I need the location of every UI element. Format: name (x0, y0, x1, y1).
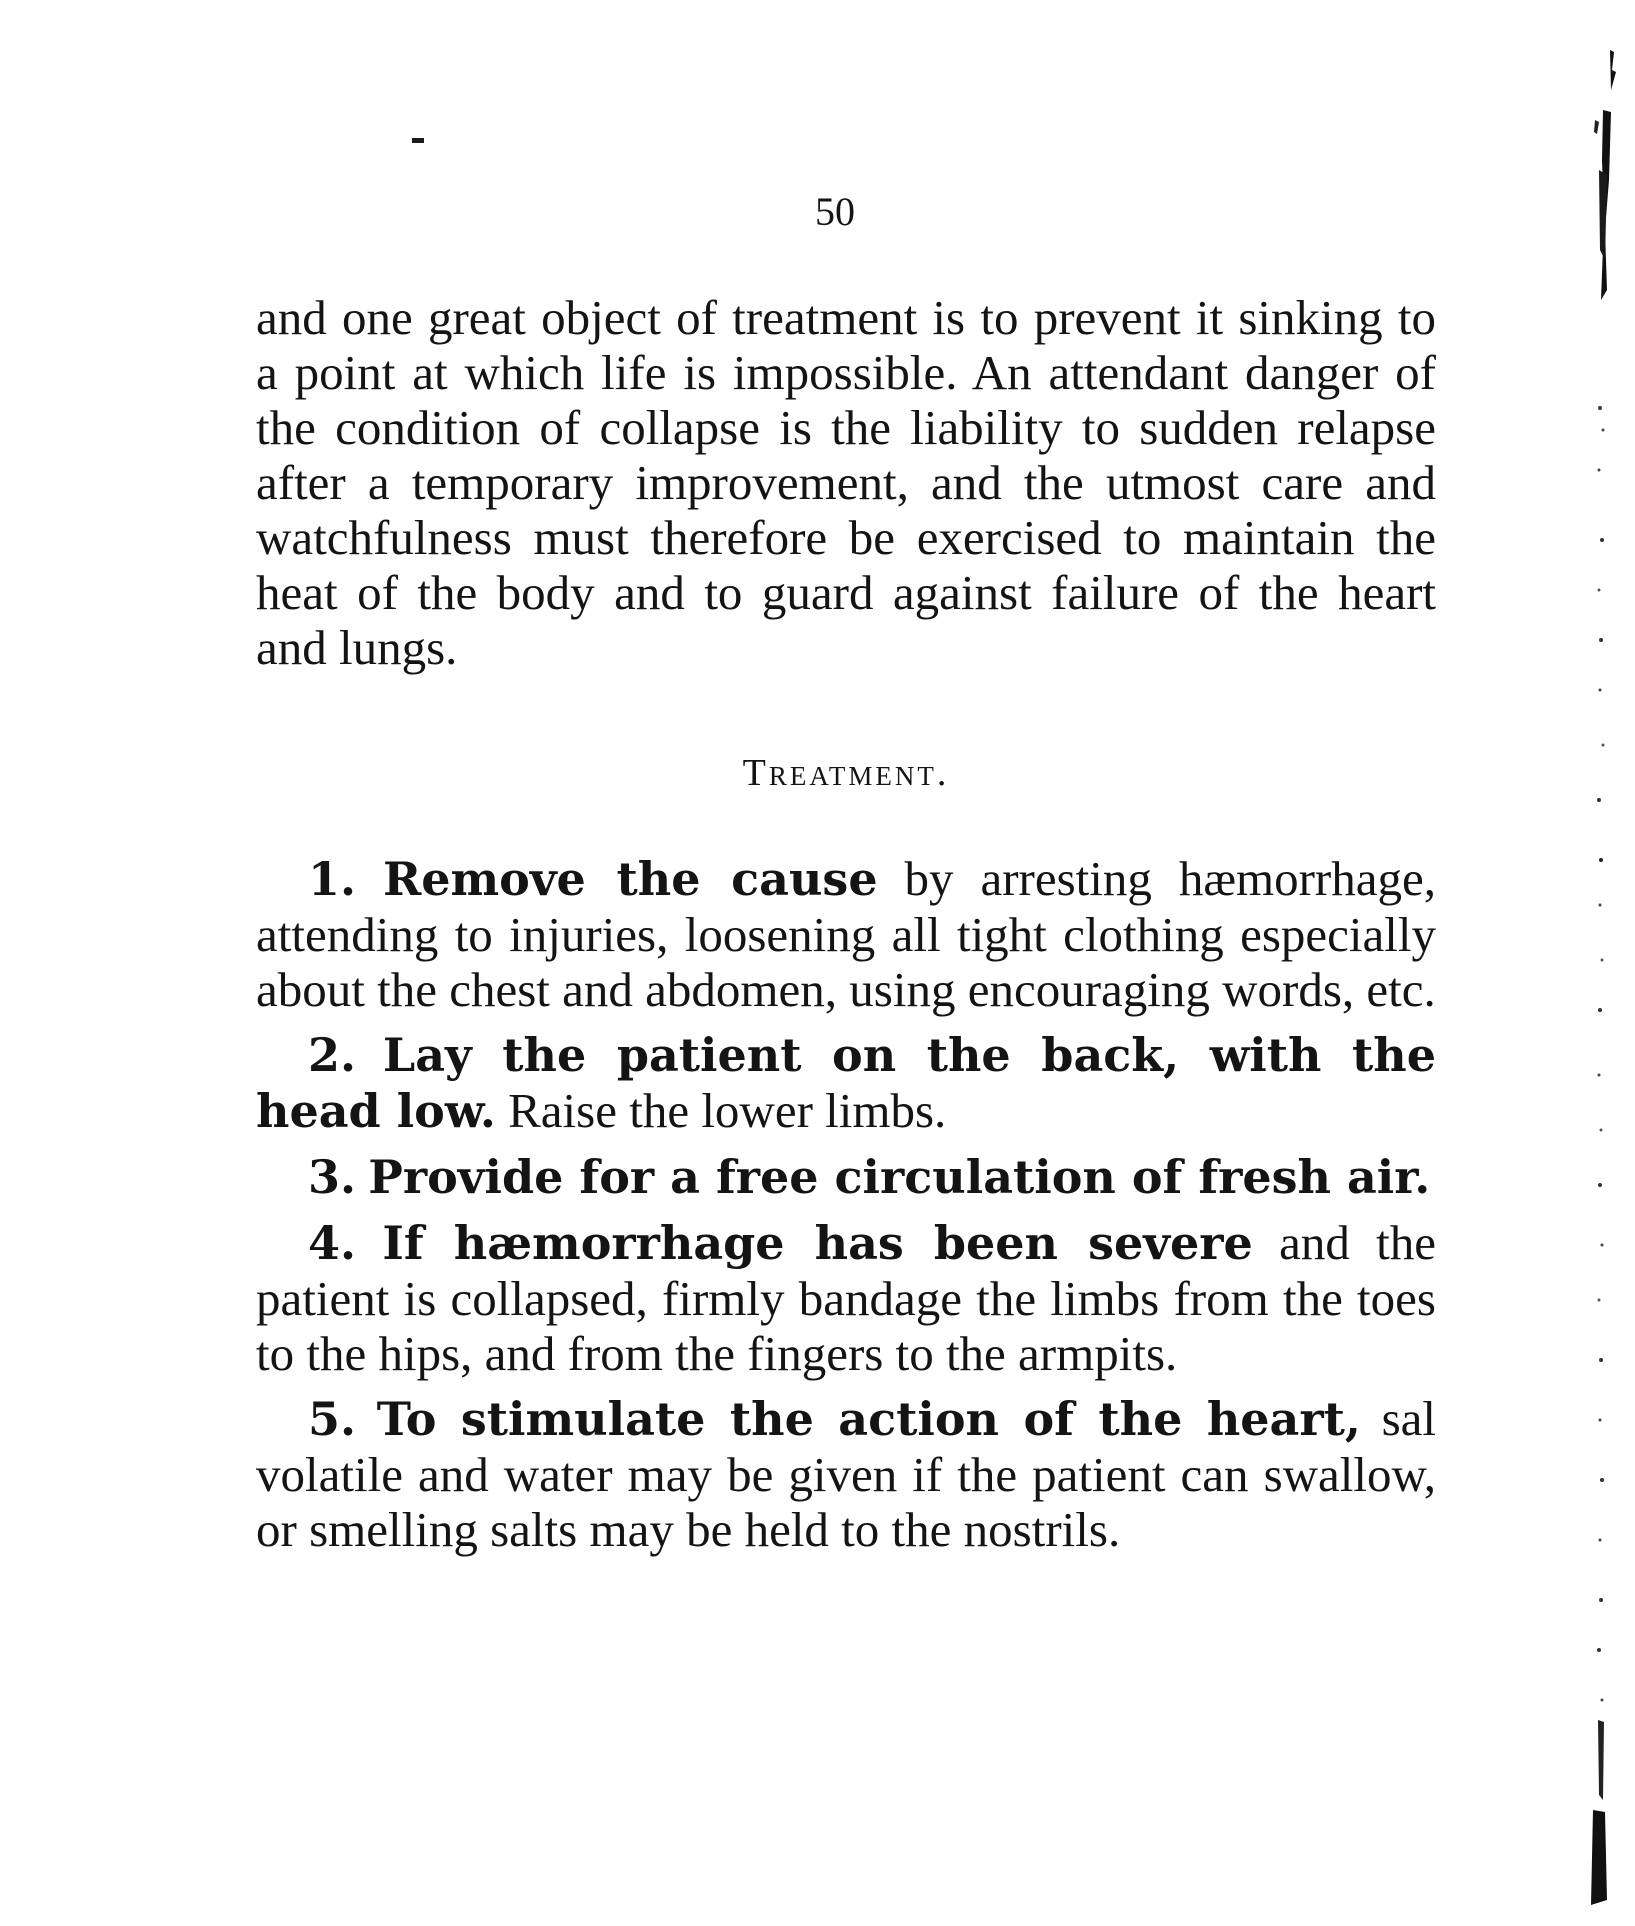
ink-speck (412, 138, 424, 143)
item-text: sal volatile and water may be given if the patient can swallow, or smelling salts may be held to the nostrils. (256, 1391, 1437, 1557)
item-number: 3. (308, 1150, 357, 1204)
section-heading: Treatment. (742, 752, 950, 794)
list-item (256, 1027, 1436, 1139)
item-bold-text: Remove the cause (382, 852, 878, 906)
item-bold-text: To stimulate the action of the heart, (376, 1392, 1361, 1446)
item-bold-text: If hæmorrhage has been severe (382, 1216, 1253, 1270)
item-text: by arresting hæmorrhage, attending to injuries, loosening all tight clothing especially about the chest and abdomen, using encouraging words, etc. (256, 851, 1436, 1017)
item-text: Raise the lower limbs. (495, 1083, 947, 1138)
item-number: 2. (308, 1028, 357, 1082)
page-body (256, 290, 1436, 1567)
item-text: and the patient is collapsed, firmly bandage the limbs from the toes to the hips, and from the fingers to the armpits. (256, 1215, 1436, 1381)
list-item (256, 1215, 1436, 1381)
item-bold-text: Lay the patient on the back, with the head low. (256, 1028, 1437, 1138)
binding-edge-shadow (1515, 0, 1635, 1926)
item-number: 1. (308, 852, 357, 906)
item-bold-text: Provide for a free circulation of fresh air. (368, 1150, 1431, 1204)
item-number: 4. (308, 1216, 357, 1270)
item-number: 5. (308, 1392, 357, 1446)
list-item (256, 851, 1436, 1017)
list-item (256, 1149, 1436, 1205)
list-item (256, 1391, 1436, 1557)
opening-paragraph: and one great object of treatment is to prevent it sinking to a point at which life is impossible. An attendant danger of the condition of collapse is the liability to sudden relapse after a temporary improvement, and the utmost care and watchfulness must therefore be exercised to maintain the heat of the body and to guard against failure of the heart and lungs. (256, 290, 1436, 675)
page-number: 50 (815, 189, 855, 234)
